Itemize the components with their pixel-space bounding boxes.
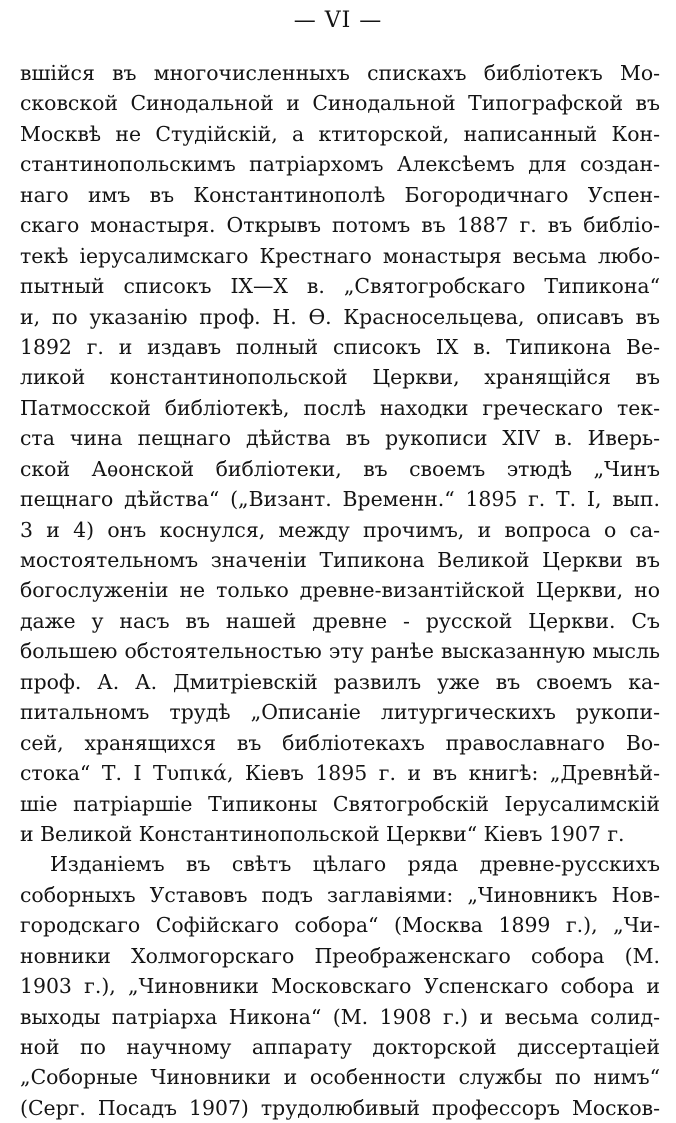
text-line: 3 и 4) онъ коснулся, между прочимъ, и вопроса о са- — [20, 517, 660, 542]
text-line: ской Аѳонской библіотеки, въ своемъ этюдѣ „Чинъ — [20, 456, 660, 481]
text-line: наго имъ въ Константинополѣ Богородичнаго Успен- — [20, 182, 660, 207]
text-line: ной по научному аппарату докторской диссертаціей — [20, 1035, 660, 1059]
text-line: проф. А. А. Дмитріевскій развилъ уже въ своемъ ка- — [20, 669, 660, 694]
text-line: большею обстоятельностью эту ранѣе высказанную мысль — [20, 639, 660, 664]
text-line: и, по указанію проф. Н. Ѳ. Красносельцева, описавъ въ — [20, 304, 660, 329]
text-line: 1892 г. и издавъ полный списокъ IX в. Типикона Ве- — [20, 334, 660, 359]
text-line: Изданіемъ въ свѣтъ цѣлаго ряда древне-русскихъ — [50, 852, 660, 877]
text-line: пытный списокъ IX—X в. „Святогробскаго Типикона“ — [20, 274, 660, 299]
text-line: и Великой Константинопольской Церкви“ Кіевъ 1907 г. — [20, 821, 625, 846]
text-line: новники Холмогорскаго Преображенскаго собора (М. — [20, 943, 660, 968]
text-line: шіе патріаршіе Типиконы Святогробскій Іерусалимскій — [20, 791, 660, 816]
text-line: Москвѣ не Студійскій, а ктиторской, написанный Кон- — [20, 121, 660, 146]
text-line: 1903 г.), „Чиновники Московскаго Успенскаго собора и — [20, 974, 660, 999]
text-line: питальномъ трудѣ „Описаніе литургическихъ рукопи- — [20, 700, 660, 725]
body-text — [20, 58, 660, 1123]
text-line: сей, хранящихся въ библіотекахъ православнаго Во- — [20, 730, 660, 755]
text-line: даже у насъ въ нашей древне - русской Церкви. Съ — [20, 608, 660, 633]
text-line: стока“ Т. I Τυπικά, Кіевъ 1895 г. и въ книгѣ: „Древнѣй- — [20, 761, 660, 786]
text-line: Патмосской библіотекѣ, послѣ находки греческаго тек- — [20, 395, 660, 420]
text-line: пещнаго дѣйства“ („Визант. Временн.“ 1895 г. Т. I, вып. — [20, 487, 660, 512]
text-line: вшійся въ многочисленныхъ спискахъ библіотекъ Мо- — [20, 61, 660, 85]
page-number: — VI — — [293, 8, 383, 33]
text-line: текѣ іерусалимскаго Крестнаго монастыря весьма любо- — [20, 243, 660, 268]
text-line: богослуженіи не только древне-византійской Церкви, но — [20, 578, 660, 603]
text-line: ста чина пещнаго дѣйства въ рукописи XIV в. Иверь- — [20, 426, 660, 451]
text-line: сковской Синодальной и Синодальной Типографской въ — [20, 91, 660, 116]
text-line: „Соборные Чиновники и особенности службы по нимъ“ — [20, 1065, 660, 1090]
text-line: мостоятельномъ значеніи Типикона Великой Церкви въ — [20, 548, 660, 572]
text-line: городскаго Софійскаго собора“ (Москва 1899 г.), „Чи- — [20, 913, 660, 938]
text-line: соборныхъ Уставовъ подъ заглавіями: „Чиновникъ Нов- — [20, 882, 660, 907]
text-line: (Серг. Посадъ 1907) трудолюбивый профессоръ Москов- — [20, 1095, 660, 1120]
text-line: выходы патріарха Никона“ (М. 1908 г.) и весьма солид- — [20, 1004, 660, 1029]
text-line: стантинопольскимъ патріархомъ Алексѣемъ для создан- — [20, 152, 660, 177]
text-line: скаго монастыря. Открывъ потомъ въ 1887 г. въ библіо- — [20, 213, 660, 238]
text-line: ликой константинопольской Церкви, хранящійся въ — [20, 365, 660, 390]
